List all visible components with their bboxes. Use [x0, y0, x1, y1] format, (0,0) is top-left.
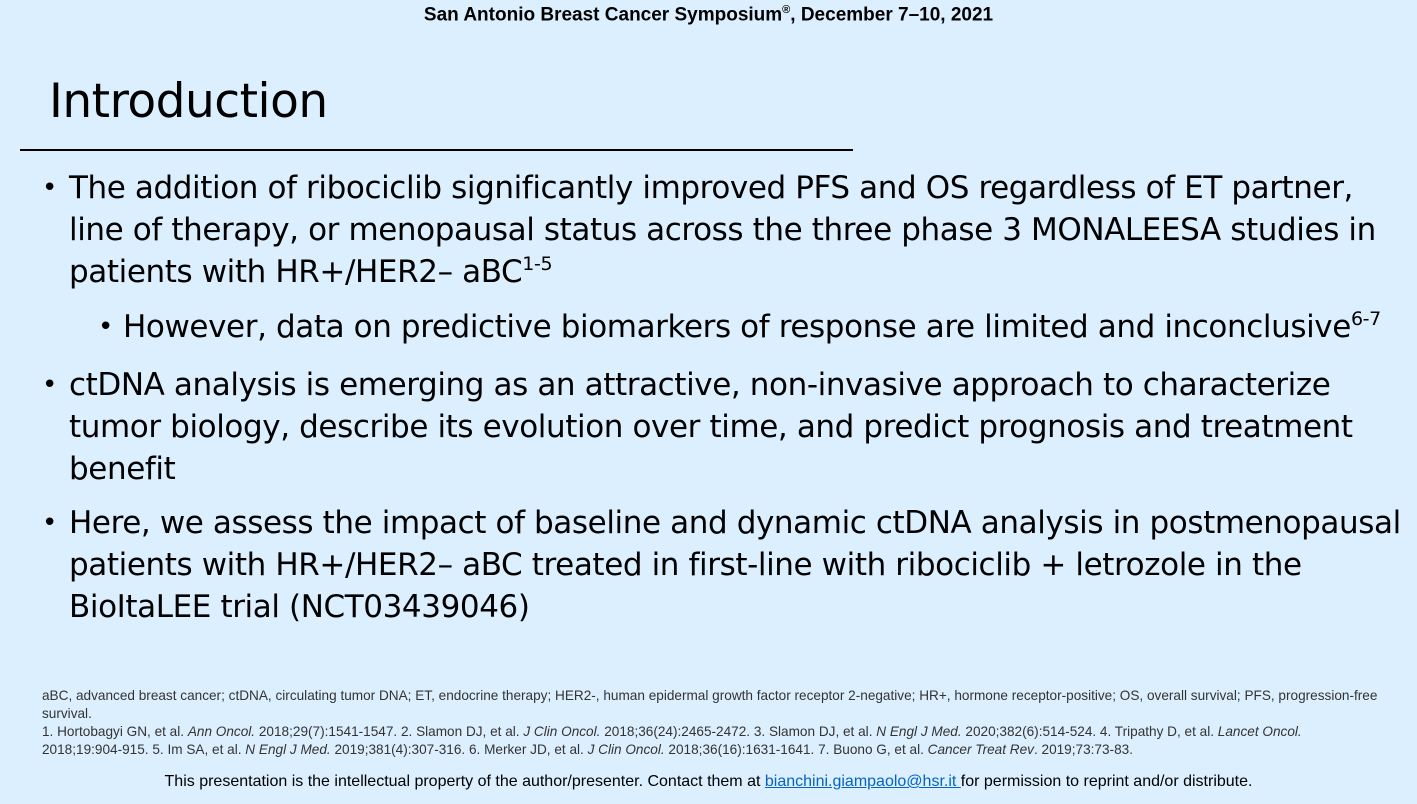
journal-name: Cancer Treat Rev — [927, 742, 1034, 757]
copyright-text: for permission to reprint and/or distribute. — [960, 773, 1253, 790]
bullet-item — [42, 167, 1412, 297]
reference-superscript: 6-7 — [1350, 308, 1381, 330]
bullet-icon: • — [42, 370, 57, 400]
copyright-notice — [0, 773, 1417, 791]
journal-name: J Clin Oncol. — [587, 742, 665, 757]
reference-text: 1. Hortobagyi GN, et al. — [42, 724, 188, 739]
references — [42, 723, 1382, 759]
reference-text: 2018;19:904-915. 5. Im SA, et al. — [42, 742, 246, 757]
footnotes — [42, 687, 1382, 759]
title-underline — [20, 149, 853, 151]
bullet-text: The addition of ribociclib significantly improved PFS and OS regardless of ET partner, line of therapy, or menopausal status across the three phase 3 MONALEESA studies in patients with HR+/HER2– aBC — [69, 170, 1376, 290]
conference-header — [0, 0, 1417, 26]
bullet-item — [42, 364, 1412, 490]
bullet-list — [42, 167, 1412, 628]
bullet-item — [42, 502, 1412, 628]
bullet-icon: • — [42, 173, 57, 203]
conference-date: , December 7–10, 2021 — [790, 4, 994, 26]
journal-name: Lancet Oncol. — [1217, 724, 1302, 739]
reference-text: 2020;382(6):514-524. 4. Tripathy D, et al. — [961, 724, 1218, 739]
journal-name: N Engl J Med. — [245, 742, 331, 757]
bullet-icon: • — [98, 312, 113, 342]
journal-name: J Clin Oncol. — [523, 724, 601, 739]
abbreviations: aBC, advanced breast cancer; ctDNA, circulating tumor DNA; ET, endocrine therapy; HER2-, human epidermal growth factor receptor 2-negative; HR+, hormone receptor-positive; OS, overall survival; PFS, progression-free survival. — [42, 688, 1378, 721]
slide-title: Introduction — [49, 74, 328, 129]
sub-bullet-item — [42, 306, 1412, 352]
journal-name: Ann Oncol. — [187, 724, 256, 739]
contact-email-link[interactable]: bianchini.giampaolo@hsr.it — [764, 773, 961, 790]
bullet-icon: • — [42, 508, 57, 538]
journal-name: N Engl J Med. — [876, 724, 962, 739]
reference-text: 2019;381(4):307-316. 6. Merker JD, et al. — [330, 742, 588, 757]
copyright-text: This presentation is the intellectual property of the author/presenter. Contact them at — [164, 773, 765, 790]
reference-text: 2018;29(7):1541-1547. 2. Slamon DJ, et al. — [255, 724, 524, 739]
registered-mark: ® — [782, 4, 791, 16]
reference-text: 2018;36(24):2465-2472. 3. Slamon DJ, et al. — [600, 724, 877, 739]
bullet-text: Here, we assess the impact of baseline and dynamic ctDNA analysis in postmenopausal patients with HR+/HER2– aBC treated in first-line with ribociclib + letrozole in the BioItaLEE trial (NCT03439046) — [69, 505, 1401, 625]
reference-superscript: 1-5 — [522, 253, 553, 275]
sub-bullet-text: However, data on predictive biomarkers of response are limited and inconclusive — [123, 309, 1351, 345]
bullet-text: ctDNA analysis is emerging as an attractive, non-invasive approach to characterize tumor biology, describe its evolution over time, and predict prognosis and treatment benefit — [69, 367, 1353, 487]
reference-text: 2018;36(16):1631-1641. 7. Buono G, et al. — [664, 742, 928, 757]
reference-text: . 2019;73:73-83. — [1033, 742, 1133, 757]
conference-name: San Antonio Breast Cancer Symposium — [423, 4, 783, 26]
